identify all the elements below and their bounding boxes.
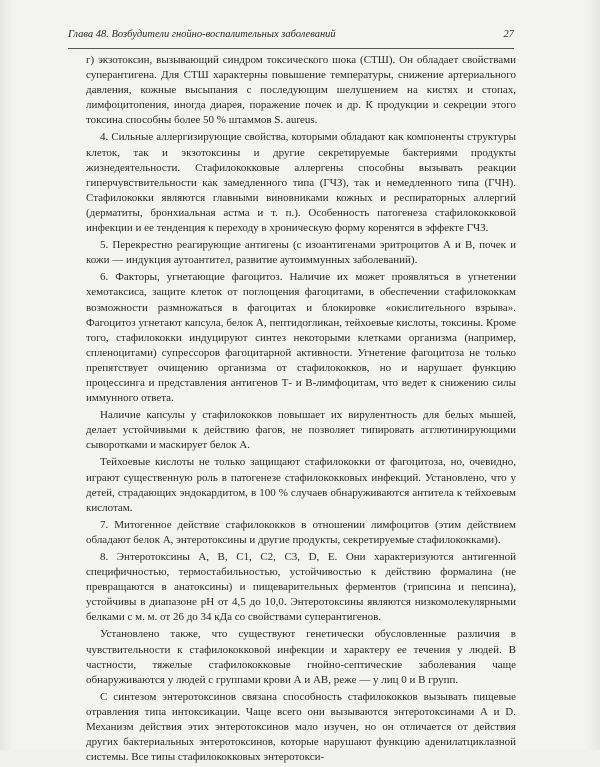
paragraph: Установлено также, что существуют генетически обусловленные различия в чувствительности к стафилококковой инфекции и характеру ее течения у людей. В частности, тяжелые стафилококковые гнойно-септические заболевания чаще обнаруживаются у людей с группами крови А и АВ, реже — у лиц 0 и В групп. bbox=[86, 628, 516, 686]
running-header bbox=[68, 26, 514, 49]
page-number: 27 bbox=[503, 29, 514, 40]
paragraph: 5. Перекрестно реагирующие антигены (с изоантигенами эритроцитов А и В, почек и кожи — индукция аутоантител, развитие аутоиммунных заболеваний). bbox=[86, 239, 516, 267]
paragraph: С синтезом энтеротоксинов связана способность стафилококков вызывать пищевые отравления типа интоксикации. Чаще всего они вызываются энтеротоксинами А и D. Механизм действия этих энтеротоксинов мало изучен, но он отличается от действия других бактериальных энтеротоксинов, которые нарушают функцию аденилатциклазной системы. Все типы стафилококковых энтеротокси- bbox=[86, 690, 516, 764]
paragraph: Наличие капсулы у стафилококков повышает их вирулентность для белых мышей, делает устойчивыми к действию фагов, не позволяет типировать агглютинирующими сыворотками и маскирует белок А. bbox=[86, 409, 516, 452]
paragraph: 8. Энтеротоксины А, В, С1, С2, С3, D, Е. Они характеризуются антигенной специфичностью, термостабильностью, устойчивостью к действию формалина (не превращаются в анатоксины) и пищеварительных ферментов (трипсина и пепсина), устойчивы в диапазоне pH от 4,5 до 10,0. Энтеротоксины являются низкомолекулярными белками с м. м. от 26 до 34 кДа со свойствами суперантигенов. bbox=[86, 551, 516, 624]
paragraph: 7. Митогенное действие стафилококков в отношении лимфоцитов (этим действием обладают белок А, энтеротоксины и другие продукты, секретируемые стафилококками). bbox=[86, 518, 516, 546]
paragraph: 4. Сильные аллергизирующие свойства, которыми обладают как компоненты структуры клеток, так и экзотоксины и другие секретируемые бактериями продукты жизнедеятельности. Стафилококковые аллергены способны вызывать реакции гиперчувствительности как замедленного типа (ГЧЗ), так и немедленного типа (ГЧН). Стафилококки являются главными виновниками кожных и респираторных аллергий (дерматиты, бронхиальная астма и т. п.). Особенность патогенеза стафилококковой инфекции и ее тенденция к переходу в хроническую форму коренятся в эффекте ГЧЗ. bbox=[86, 131, 516, 235]
header-title: Глава 48. Возбудители гнойно-воспалительных заболеваний bbox=[68, 29, 336, 40]
main-text bbox=[86, 53, 516, 767]
paragraph: 6. Факторы, угнетающие фагоцитоз. Наличие их может проявляться в угнетении хемотаксиса, защите клеток от поглощения фагоцитами, в обеспечении стафилококкам возможности размножаться в фагоцитах и блокировке «окислительного взрыва». Фагоцитоз угнетают капсула, белок А, пептидогликан, тейхоевые кислоты, токсины. Кроме того, стафилококки индуцируют синтез некоторыми клетками организма (например, спленоцитами) супрессоров фагоцитарной активности. Угнетение фагоцитоза не только препятствует очищению организма от стафилококков, но и нарушает функцию процессинга и представления антигенов Т- и В-лимфоцитам, что ведет к снижению силы иммунного ответа. bbox=[86, 271, 516, 405]
paragraph: г) экзотоксин, вызывающий синдром токсического шока (СТШ). Он обладает свойствами суперантигена. Для СТШ характерны повышение температуры, снижение артериального давления, кожные высыпания с последующим шелушением на кистях и стопах, лимфоцитопения, иногда диарея, поражение почек и др. К продукции и секреции этого токсина способны более 50 % штаммов S. aureus. bbox=[86, 54, 516, 127]
paragraph: Тейхоевые кислоты не только защищают стафилококки от фагоцитоза, но, очевидно, играют существенную роль в патогенезе стафилококковых инфекций. Установлено, что у детей, страдающих эндокардитом, в 100 % случаев обнаруживаются антитела к тейхоевым кислотам. bbox=[86, 456, 516, 514]
